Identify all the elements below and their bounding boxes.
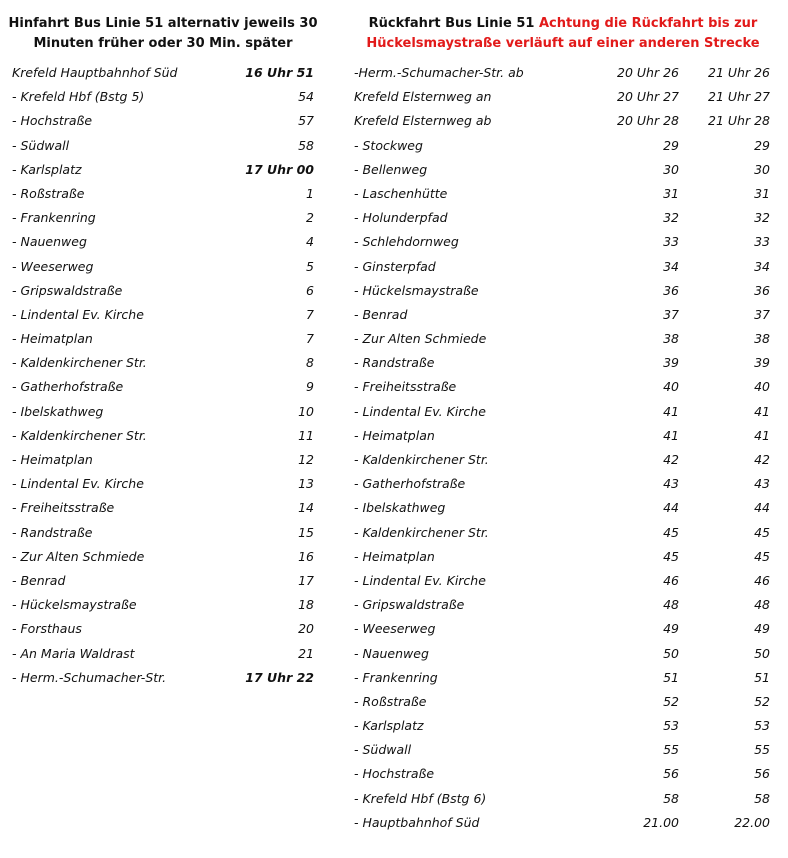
return-stop: - Hückelsmaystraße: [354, 282, 479, 298]
return-row: [354, 714, 770, 738]
return-time-first: 29: [663, 137, 679, 153]
return-time-first: 37: [663, 306, 679, 322]
return-time-first: 43: [663, 476, 679, 492]
outbound-time: 16: [298, 548, 314, 564]
return-stop: - Lindental Ev. Kirche: [354, 403, 486, 419]
outbound-row: [12, 569, 314, 593]
outbound-row: [12, 279, 314, 303]
return-time-second: 45: [754, 548, 770, 564]
return-timetable: [354, 61, 770, 835]
outbound-time: 14: [298, 500, 314, 516]
return-time-second: 34: [754, 258, 770, 274]
outbound-row: [12, 109, 314, 133]
outbound-row: [12, 666, 314, 690]
return-time-second: 45: [754, 524, 770, 540]
outbound-time: 20: [298, 621, 314, 637]
return-row: [354, 279, 770, 303]
outbound-time: 12: [298, 452, 314, 467]
return-stop: - Ginsterpfad: [354, 258, 436, 274]
return-row: [354, 158, 770, 182]
outbound-stop: - Randstraße: [12, 524, 93, 540]
return-time-first: 42: [663, 452, 679, 467]
return-stop: - Weeserweg: [354, 621, 436, 637]
outbound-row: [12, 230, 314, 254]
return-time-second: 32: [754, 210, 770, 226]
return-stop: - Lindental Ev. Kirche: [354, 572, 486, 588]
outbound-stop: - Weeserweg: [12, 258, 94, 274]
return-stop: - Gatherhofstraße: [354, 476, 466, 492]
return-time-second: 49: [754, 621, 770, 637]
return-time-first: 55: [663, 742, 679, 758]
return-time-second: 50: [754, 645, 770, 661]
return-time-second: 53: [754, 718, 770, 734]
outbound-time: 58: [298, 137, 314, 153]
outbound-row: [12, 617, 314, 641]
outbound-row: [12, 593, 314, 617]
return-stop: - Kaldenkirchener Str.: [354, 524, 489, 540]
return-stop: -Herm.-Schumacher-Str. ab: [354, 65, 524, 80]
outbound-row: [12, 545, 314, 569]
return-time-first: 51: [663, 669, 679, 685]
return-row: [354, 134, 770, 158]
return-time-first: 52: [663, 693, 679, 709]
return-row: [354, 230, 770, 254]
return-time-second: 44: [754, 500, 770, 516]
return-header-title: Rückfahrt Bus Linie 51: [368, 16, 539, 31]
return-stop: - Heimatplan: [354, 548, 435, 564]
return-row: [354, 182, 770, 206]
outbound-time: 17 Uhr 22: [245, 669, 314, 685]
return-warning-part1: Achtung die Rückfahrt bis zur: [538, 16, 758, 31]
return-time-first: 45: [663, 524, 679, 540]
outbound-stop: - Nauenweg: [12, 234, 87, 250]
outbound-stop: - Ibelskathweg: [12, 403, 104, 419]
return-time-second: 31: [754, 185, 770, 201]
return-time-first: 49: [663, 621, 679, 637]
return-time-first: 34: [663, 258, 679, 274]
return-time-second: 43: [754, 476, 770, 492]
outbound-time: 5: [306, 258, 314, 274]
return-row: [354, 496, 770, 520]
return-time-second: 46: [754, 572, 770, 588]
return-row: [354, 85, 770, 109]
return-row: [354, 424, 770, 448]
return-time-first: 33: [663, 234, 679, 250]
return-time-second: 41: [754, 403, 770, 419]
return-row: [354, 400, 770, 424]
return-time-first: 31: [663, 185, 679, 201]
return-time-first: 53: [663, 718, 679, 734]
return-stop: - Kaldenkirchener Str.: [354, 452, 489, 467]
return-stop: - Karlsplatz: [354, 718, 424, 734]
return-time-second: 39: [754, 355, 770, 371]
outbound-time: 17 Uhr 00: [245, 161, 314, 177]
return-header: [348, 14, 778, 54]
return-stop: - Hochstraße: [354, 766, 435, 782]
outbound-row: [12, 448, 314, 472]
outbound-row: [12, 85, 314, 109]
outbound-time: 57: [298, 113, 314, 129]
return-time-second: 21 Uhr 28: [708, 113, 770, 129]
return-stop: - Frankenring: [354, 669, 438, 685]
return-time-first: 38: [663, 331, 679, 347]
outbound-time: 21: [298, 645, 314, 661]
return-row: [354, 327, 770, 351]
outbound-header: [8, 14, 318, 54]
return-row: [354, 617, 770, 641]
return-stop: - Nauenweg: [354, 645, 429, 661]
return-stop: - Randstraße: [354, 355, 435, 371]
return-stop: - Schlehdornweg: [354, 234, 459, 250]
outbound-time: 13: [298, 476, 314, 492]
outbound-time: 1: [306, 185, 314, 201]
outbound-stop: - Karlsplatz: [12, 161, 82, 177]
return-time-first: 20 Uhr 26: [617, 65, 679, 80]
return-time-second: 30: [754, 161, 770, 177]
return-row: [354, 762, 770, 786]
outbound-stop: - Hückelsmaystraße: [12, 597, 137, 613]
outbound-stop: - Zur Alten Schmiede: [12, 548, 145, 564]
outbound-stop: - Roßstraße: [12, 185, 85, 201]
return-row: [354, 61, 770, 85]
return-row: [354, 666, 770, 690]
return-stop: - Krefeld Hbf (Bstg 6): [354, 790, 487, 806]
return-time-second: 41: [754, 427, 770, 443]
outbound-time: 7: [306, 331, 314, 347]
return-stop: - Stockweg: [354, 137, 423, 153]
outbound-stop: - Heimatplan: [12, 331, 93, 347]
outbound-time: 2: [306, 210, 314, 226]
return-stop: - Bellenweg: [354, 161, 428, 177]
return-time-first: 20 Uhr 28: [617, 113, 679, 129]
outbound-header-line1: Hinfahrt Bus Linie 51 alternativ jeweils 30: [8, 16, 318, 31]
return-stop: - Zur Alten Schmiede: [354, 331, 487, 347]
return-row: [354, 255, 770, 279]
return-row: [354, 738, 770, 762]
outbound-row: [12, 182, 314, 206]
outbound-stop: - Lindental Ev. Kirche: [12, 476, 144, 492]
return-row: [354, 545, 770, 569]
return-time-second: 56: [754, 766, 770, 782]
outbound-time: 54: [298, 89, 314, 105]
return-row: [354, 642, 770, 666]
return-time-first: 32: [663, 210, 679, 226]
outbound-stop: - Kaldenkirchener Str.: [12, 427, 147, 443]
return-time-second: 37: [754, 306, 770, 322]
return-stop: - Hauptbahnhof Süd: [354, 814, 480, 830]
outbound-row: [12, 303, 314, 327]
return-time-second: 38: [754, 331, 770, 347]
return-time-first: 48: [663, 597, 679, 613]
return-stop: - Heimatplan: [354, 427, 435, 443]
return-row: [354, 690, 770, 714]
outbound-stop: - Lindental Ev. Kirche: [12, 306, 144, 322]
return-row: [354, 375, 770, 399]
outbound-stop: - Freiheitsstraße: [12, 500, 115, 516]
outbound-row: [12, 496, 314, 520]
return-time-second: 40: [754, 379, 770, 395]
return-row: [354, 351, 770, 375]
return-stop: - Holunderpfad: [354, 210, 448, 226]
return-row: [354, 303, 770, 327]
return-time-second: 29: [754, 137, 770, 153]
outbound-stop: - Heimatplan: [12, 452, 93, 467]
outbound-time: 6: [306, 282, 314, 298]
return-time-first: 39: [663, 355, 679, 371]
outbound-row: [12, 375, 314, 399]
return-time-second: 33: [754, 234, 770, 250]
outbound-stop: - Herm.-Schumacher-Str.: [12, 669, 167, 685]
return-time-first: 40: [663, 379, 679, 395]
return-time-first: 41: [663, 427, 679, 443]
outbound-time: 11: [298, 427, 314, 443]
return-time-second: 51: [754, 669, 770, 685]
return-time-first: 56: [663, 766, 679, 782]
return-time-second: 42: [754, 452, 770, 467]
outbound-stop: - Gatherhofstraße: [12, 379, 124, 395]
return-row: [354, 472, 770, 496]
outbound-time: 18: [298, 597, 314, 613]
outbound-time: 9: [306, 379, 314, 395]
outbound-row: [12, 472, 314, 496]
return-time-first: 58: [663, 790, 679, 806]
outbound-time: 17: [298, 572, 314, 588]
return-time-first: 20 Uhr 27: [617, 89, 679, 105]
return-warning-part2: Hückelsmaystraße verläuft auf einer anderen Strecke: [366, 36, 760, 51]
return-row: [354, 206, 770, 230]
return-time-second: 22.00: [734, 814, 770, 830]
return-row: [354, 787, 770, 811]
outbound-time: 10: [298, 403, 314, 419]
return-time-second: 21 Uhr 26: [708, 65, 770, 80]
return-stop: - Gripswaldstraße: [354, 597, 465, 613]
return-stop: - Ibelskathweg: [354, 500, 446, 516]
outbound-row: [12, 206, 314, 230]
return-time-second: 55: [754, 742, 770, 758]
return-time-first: 36: [663, 282, 679, 298]
return-stop: - Freiheitsstraße: [354, 379, 457, 395]
return-header-line1: [348, 14, 778, 34]
return-stop: - Laschenhütte: [354, 185, 448, 201]
return-row: [354, 593, 770, 617]
return-row: [354, 448, 770, 472]
outbound-time: 4: [306, 234, 314, 250]
outbound-stop: - Benrad: [12, 572, 66, 588]
return-stop: - Roßstraße: [354, 693, 427, 709]
outbound-row: [12, 255, 314, 279]
outbound-stop: - Südwall: [12, 137, 70, 153]
outbound-timetable: [12, 61, 314, 690]
outbound-stop: - Forsthaus: [12, 621, 82, 637]
outbound-header-line2: Minuten früher oder 30 Min. später: [33, 36, 293, 51]
outbound-row: [12, 424, 314, 448]
return-time-second: 52: [754, 693, 770, 709]
outbound-row: [12, 400, 314, 424]
return-stop: - Südwall: [354, 742, 412, 758]
return-row: [354, 109, 770, 133]
return-row: [354, 521, 770, 545]
outbound-stop: - An Maria Waldrast: [12, 645, 135, 661]
outbound-row: [12, 158, 314, 182]
return-time-first: 41: [663, 403, 679, 419]
return-time-second: 21 Uhr 27: [708, 89, 770, 105]
return-time-first: 45: [663, 548, 679, 564]
return-time-first: 50: [663, 645, 679, 661]
outbound-row: [12, 61, 314, 85]
outbound-stop: - Krefeld Hbf (Bstg 5): [12, 89, 145, 105]
return-time-first: 30: [663, 161, 679, 177]
outbound-stop: - Hochstraße: [12, 113, 93, 129]
outbound-time: 16 Uhr 51: [245, 65, 314, 80]
outbound-row: [12, 351, 314, 375]
return-stop: Krefeld Elsternweg ab: [354, 113, 492, 129]
outbound-row: [12, 327, 314, 351]
return-stop: Krefeld Elsternweg an: [354, 89, 492, 105]
outbound-row: [12, 521, 314, 545]
outbound-time: 7: [306, 306, 314, 322]
return-time-first: 21.00: [643, 814, 679, 830]
return-time-second: 48: [754, 597, 770, 613]
outbound-stop: Krefeld Hauptbahnhof Süd: [12, 65, 178, 80]
return-time-first: 46: [663, 572, 679, 588]
outbound-row: [12, 642, 314, 666]
return-stop: - Benrad: [354, 306, 408, 322]
outbound-row: [12, 134, 314, 158]
outbound-stop: - Gripswaldstraße: [12, 282, 123, 298]
return-time-second: 58: [754, 790, 770, 806]
return-time-second: 36: [754, 282, 770, 298]
return-time-first: 44: [663, 500, 679, 516]
return-row: [354, 569, 770, 593]
outbound-time: 15: [298, 524, 314, 540]
outbound-stop: - Frankenring: [12, 210, 96, 226]
outbound-time: 8: [306, 355, 314, 371]
outbound-stop: - Kaldenkirchener Str.: [12, 355, 147, 371]
return-row: [354, 811, 770, 835]
